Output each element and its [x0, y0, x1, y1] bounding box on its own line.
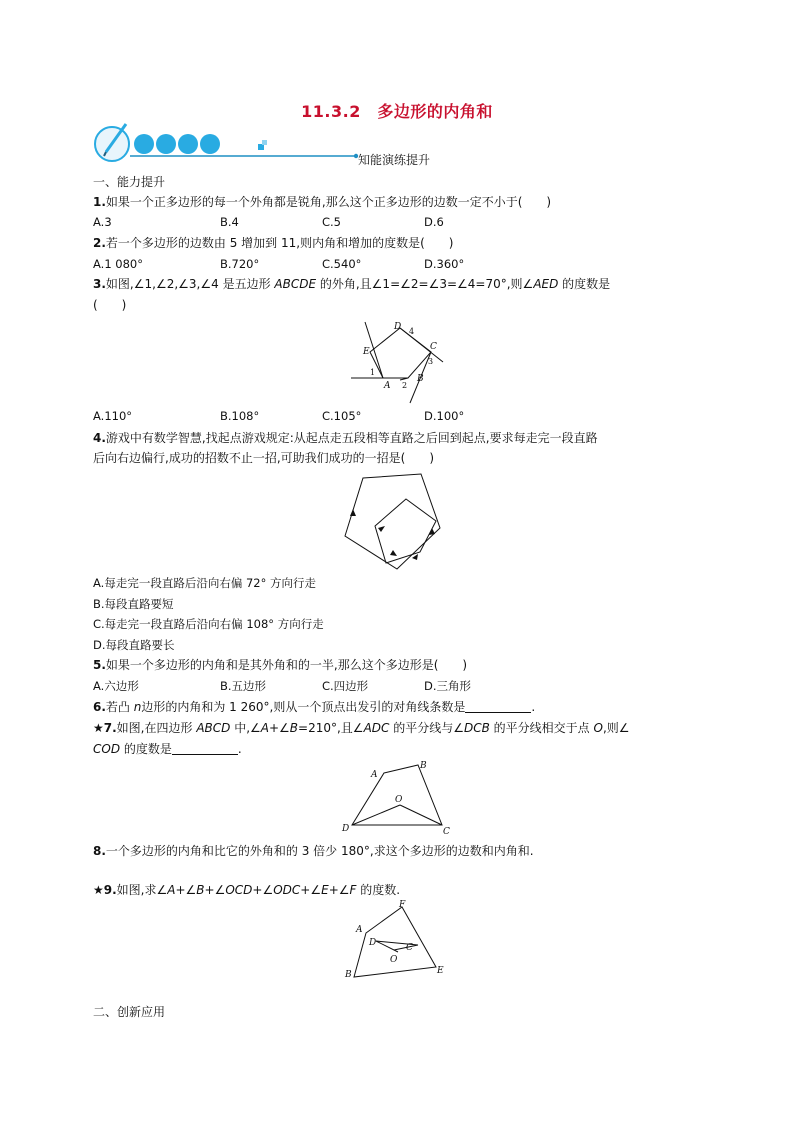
label-angle-2: 2 [402, 381, 408, 390]
section-heading-1: 一、能力提升 [93, 175, 166, 189]
label-vertex-b: B [420, 761, 427, 771]
section-heading-2: 二、创新应用 [93, 1005, 166, 1019]
question-9: ★9.如图,求∠A+∠B+∠OCD+∠ODC+∠E+∠F 的度数. [93, 883, 401, 897]
q5-option-c: C.四边形 [322, 679, 369, 693]
label-vertex-c: C [430, 342, 437, 352]
label-vertex-a: A [371, 770, 378, 780]
q2-option-b: B.720° [220, 257, 260, 271]
answer-blank[interactable] [465, 700, 531, 713]
question-6: 6.若凸 n边形的内角和为 1 260°,则从一个顶点出发引的对角线条数是 . [93, 700, 536, 714]
figure-quadrilateral-bisectors [338, 757, 456, 837]
q1-option-d: D.6 [424, 215, 444, 229]
question-2: 2.若一个多边形的边数由 5 增加到 11,则内角和增加的度数是( ) [93, 236, 454, 250]
question-8: 8.一个多边形的内角和比它的外角和的 3 倍少 180°,求这个多边形的边数和内角和. [93, 844, 534, 858]
answer-blank[interactable] [172, 742, 238, 755]
q3-option-a: A.110° [93, 409, 133, 423]
q3-option-b: B.108° [220, 409, 260, 423]
q2-option-d: D.360° [424, 257, 465, 271]
label-vertex-c: C [443, 827, 450, 837]
banner-label: 知能演练提升 [358, 153, 431, 167]
question-7-line2: COD 的度数是 . [93, 742, 242, 756]
label-vertex-a: A [356, 925, 363, 935]
q1-option-c: C.5 [322, 215, 342, 229]
question-4: 4.游戏中有数学智慧,找起点游戏规定:从起点走五段相等直路之后回到起点,要求每走完一段直路 [93, 431, 598, 445]
question-1: 1.如果一个正多边形的每一个外角都是锐角,那么这个正多边形的边数一定不小于( ) [93, 195, 552, 209]
banner-dot [200, 134, 220, 154]
q4-option-d: D.每段直路要长 [93, 638, 175, 652]
banner-square [262, 140, 267, 145]
q3-option-c: C.105° [322, 409, 362, 423]
label-angle-4: 4 [409, 327, 415, 336]
label-point-o: O [395, 795, 403, 805]
q4-option-c: C.每走完一段直路后沿向右偏 108° 方向行走 [93, 617, 324, 631]
label-vertex-a: A [384, 381, 391, 391]
label-vertex-d: D [394, 322, 402, 332]
label-vertex-d: D [342, 824, 350, 834]
label-angle-3: 3 [428, 357, 434, 366]
label-vertex-c: C [406, 943, 413, 953]
label-angle-1: 1 [370, 368, 376, 377]
q5-option-a: A.六边形 [93, 679, 139, 693]
question-7: ★7.如图,在四边形 ABCD 中,∠A+∠B=210°,且∠ADC 的平分线与∠DCB 的平分线相交于点 O,则∠ [93, 721, 630, 735]
q2-option-a: A.1 080° [93, 257, 143, 271]
question-3-bracket: ( ) [93, 298, 127, 312]
question-5: 5.如果一个多边形的内角和是其外角和的一半,那么这个多边形是( ) [93, 658, 468, 672]
q4-option-b: B.每段直路要短 [93, 597, 174, 611]
banner-dot [156, 134, 176, 154]
label-point-o: O [390, 955, 398, 965]
label-vertex-b: B [417, 374, 424, 384]
banner-dot [178, 134, 198, 154]
figure-hexagon-with-triangle [340, 897, 452, 983]
figure-pentagon-exterior-angles [348, 318, 448, 406]
q3-option-d: D.100° [424, 409, 465, 423]
q2-option-c: C.540° [322, 257, 362, 271]
q5-option-d: D.三角形 [424, 679, 472, 693]
label-vertex-e: E [437, 966, 444, 976]
page-title: 11.3.2 多边形的内角和 [301, 102, 493, 121]
label-vertex-e: E [363, 347, 370, 357]
label-vertex-d: D [369, 938, 377, 948]
q1-option-a: A.3 [93, 215, 112, 229]
q1-option-b: B.4 [220, 215, 239, 229]
q5-option-b: B.五边形 [220, 679, 267, 693]
q4-option-a: A.每走完一段直路后沿向右偏 72° 方向行走 [93, 576, 317, 590]
banner-dot [134, 134, 154, 154]
label-vertex-f: F [399, 900, 406, 910]
question-3: 3.如图,∠1,∠2,∠3,∠4 是五边形 ABCDE 的外角,且∠1=∠2=∠3=∠4=70°,则∠AED 的度数是 [93, 277, 611, 291]
label-vertex-b: B [345, 970, 352, 980]
question-4-line2: 后向右边偏行,成功的招数不止一招,可助我们成功的一招是( ) [93, 451, 434, 465]
pen-brush-icon [95, 124, 129, 161]
figure-walking-pentagons [340, 468, 448, 573]
